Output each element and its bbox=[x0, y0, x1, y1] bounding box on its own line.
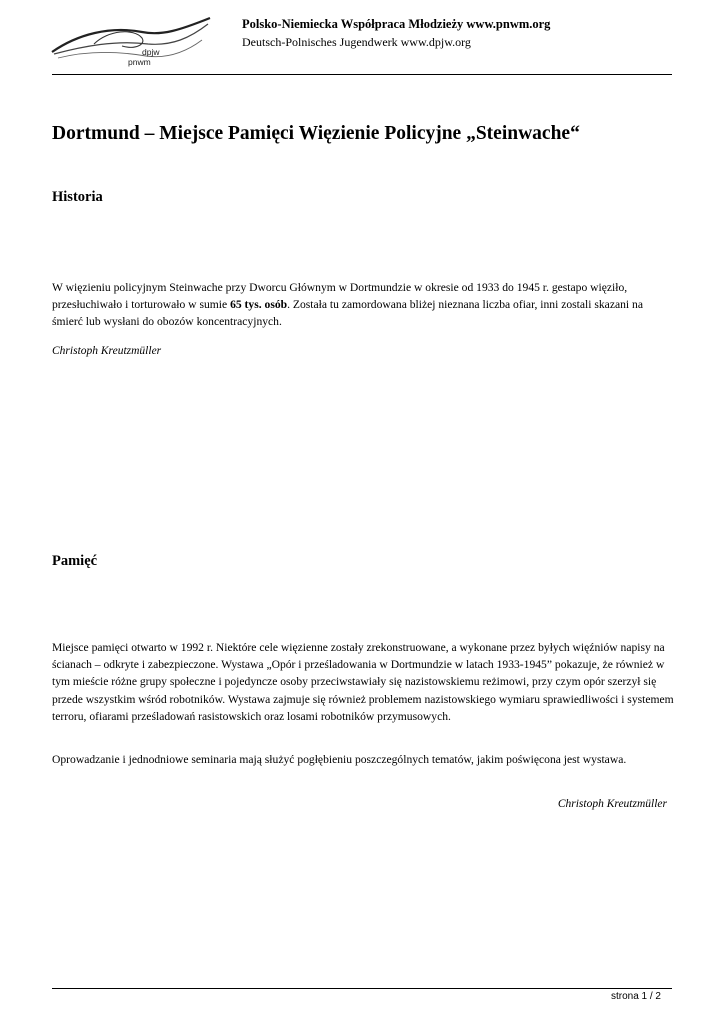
logo-text-pnwm: pnwm bbox=[128, 57, 151, 67]
historia-paragraph bbox=[52, 279, 674, 331]
section-heading-historia: Historia bbox=[52, 189, 103, 205]
historia-author: Christoph Kreutzmüller bbox=[52, 345, 162, 357]
historia-text-bold: 65 tys. osób bbox=[230, 298, 288, 312]
historia-text-start: W więzieniu policyjnym Steinwache przy Dworcu Głównym w Dortmundzie w okresie od 1933 do 1945 r. gestapo więziło, przesłuchiwało i torturowało w sumie bbox=[52, 281, 628, 312]
section-heading-pamiec: Pamięć bbox=[52, 553, 98, 569]
page-title: Dortmund – Miejsce Pamięci Więzienie Policyjne „Steinwache“ bbox=[52, 123, 580, 144]
footer-divider bbox=[52, 988, 672, 989]
header-organization: Polsko-Niemiecka Współpraca Młodzieży www.pnwm.org bbox=[242, 17, 551, 31]
pamiec-paragraph-1: Miejsce pamięci otwarto w 1992 r. Niektóre cele więzienne zostały zrekonstruowane, a wykonane przez byłych więźniów napisy na ścianach – odkryte i zabezpieczone. Wystawa „Opór i prześladowania w Dortmundzie w latach 1933-1945” pokazuje, że również w tym mieście różne grupy społeczne i pojedyncze osoby przeciwstawiały się nazistowskiemu reżimowi, przy czym opór szerzył się przede wszystkim wśród robotników. Wystawa zajmuje się również problemem nazistowskiego wymiaru sprawiedliwości i systemem terroru, ofiarami prześladowań rasistowskich oraz losami robotników przymusowych. bbox=[52, 641, 674, 723]
pamiec-author: Christoph Kreutzmüller bbox=[557, 798, 667, 810]
dpjw-pnwm-logo bbox=[50, 14, 215, 70]
header-divider bbox=[52, 74, 672, 75]
header-subtitle: Deutsch-Polnisches Jugendwerk www.dpjw.org bbox=[242, 35, 471, 49]
logo-text-dpjw: dpjw bbox=[142, 47, 160, 57]
pamiec-paragraph-2: Oprowadzanie i jednodniowe seminaria mają służyć pogłębieniu poszczególnych tematów, jakim poświęcona jest wystawa. bbox=[52, 753, 627, 766]
page-number: strona 1 / 2 bbox=[610, 991, 661, 1002]
historia-text-end: . Została tu zamordowana bliżej nieznana liczba ofiar, inni zostali skazani na śmierć lub wysłani do obozów koncentracyjnych. bbox=[52, 298, 643, 329]
